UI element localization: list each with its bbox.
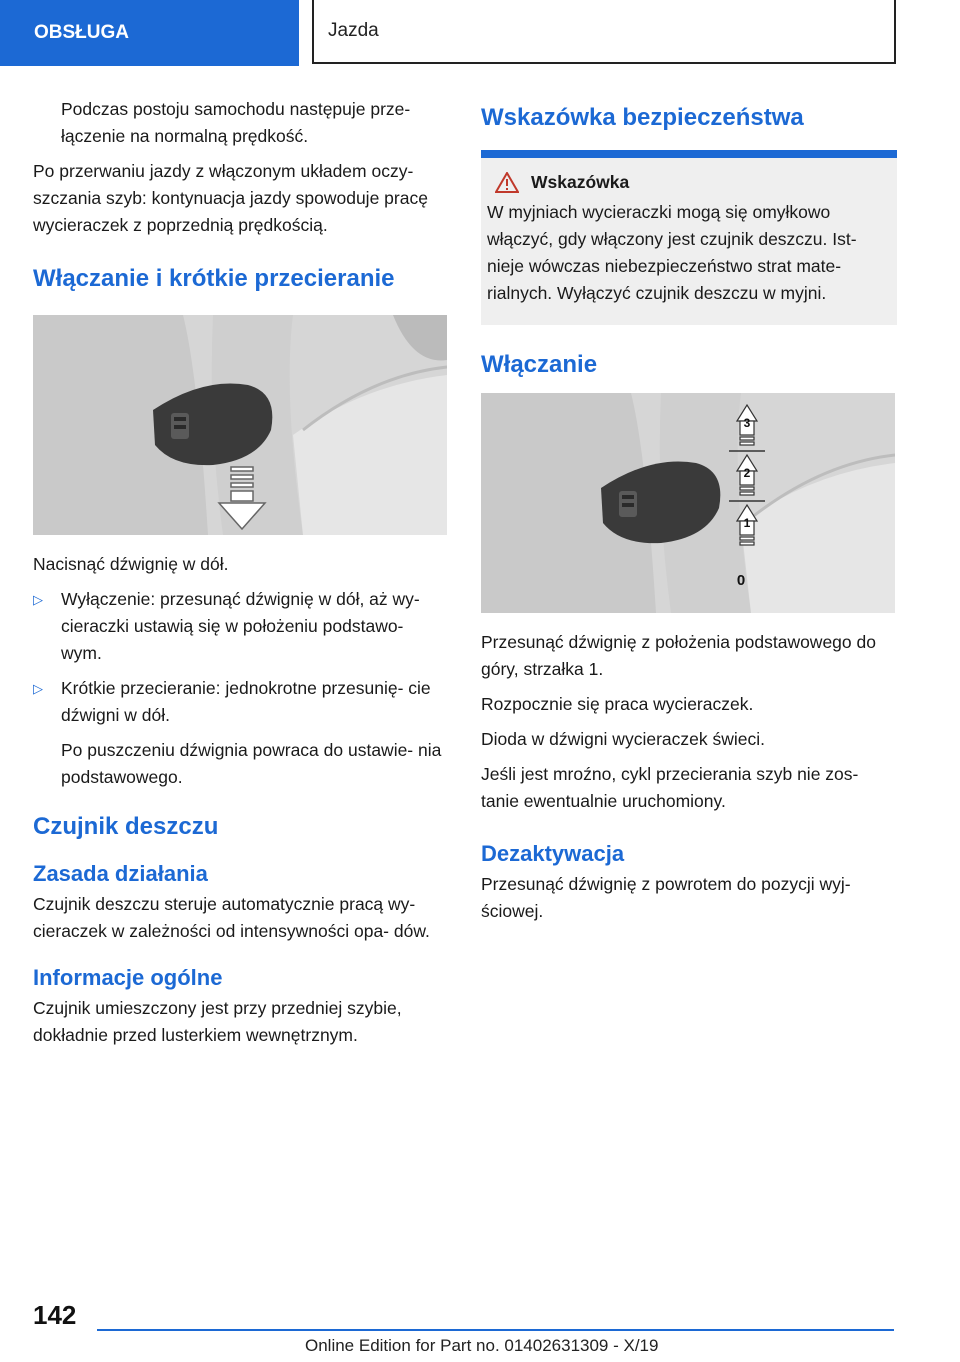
heading-on: Włączanie: [481, 351, 598, 378]
chapter-title: Jazda: [328, 20, 379, 41]
heading-principle: Zasada działania: [33, 861, 208, 886]
paragraph: Czujnik umieszczony jest przy przedniej szybie, dokładnie przed lusterkiem wewnętrznym.: [33, 998, 402, 1045]
heading-rain-sensor: Czujnik deszczu: [33, 813, 219, 840]
paragraph: Jeśli jest mroźno, cykl przecierania szyb nie zos- tanie ewentualnie uruchomiony.: [481, 764, 859, 811]
figure-label-3: 3: [743, 416, 751, 430]
list-item: [33, 675, 449, 729]
paragraph: Nacisnąć dźwignię w dół.: [33, 554, 229, 574]
note-title: Wskazówka: [531, 172, 630, 192]
left-column: [33, 96, 449, 1057]
paragraph: Po przerwaniu jazdy z włączonym układem oczy- szczania szyb: kontynuacja jazdy spowoduje pracę wycieraczek z poprzednią prędkością.: [33, 161, 428, 235]
paragraph: Po puszczeniu dźwignia powraca do ustawie- nia podstawowego.: [61, 740, 442, 787]
note-header: [495, 172, 891, 193]
safety-note: [481, 158, 897, 325]
right-column: [481, 96, 897, 933]
lever-down-illustration: [33, 315, 447, 535]
paragraph: Podczas postoju samochodu następuje prze- łączenie na normalną prędkość.: [61, 99, 411, 146]
figure-lever-up: [481, 393, 895, 613]
heading-general: Informacje ogólne: [33, 965, 223, 990]
figure-label-1: 1: [743, 516, 751, 530]
list-item: [33, 586, 449, 667]
footer-divider: [97, 1329, 894, 1331]
heading-switch-on: Włączanie i krótkie przecieranie: [33, 265, 395, 292]
bullet-arrow-icon: ▷: [33, 681, 43, 696]
paragraph: Przesunąć dźwignię z powrotem do pozycji wyj- ściowej.: [481, 874, 851, 921]
note-bar: [481, 150, 897, 158]
warning-icon: [495, 172, 519, 193]
figure-label-2: 2: [743, 466, 751, 480]
paragraph: Czujnik deszczu steruje automatycznie pracą wy- cieraczek w zależności od intensywności opa- dów.: [33, 894, 430, 941]
note-text: W myjniach wycieraczki mogą się omyłkowo włączyć, gdy włączony jest czujnik deszczu. Ist- nieje wówczas niebezpieczeństwo strat mate- rialnych. Wyłączyć czujnik deszczu w myjni.: [487, 202, 857, 303]
page-number: 142: [33, 1300, 77, 1330]
heading-off: Dezaktywacja: [481, 841, 625, 866]
section-title: OBSŁUGA: [34, 22, 129, 43]
chapter-header: [312, 0, 896, 64]
paragraph: Rozpocznie się praca wycieraczek.: [481, 694, 754, 714]
list-item-text: Wyłączenie: przesunąć dźwignię w dół, aż wy- cieraczki ustawią się w położeniu podstawo- wym.: [61, 589, 420, 663]
figure-label-0: 0: [736, 572, 746, 589]
paragraph: Dioda w dźwigni wycieraczek świeci.: [481, 729, 765, 749]
heading-safety: Wskazówka bezpieczeństwa: [481, 104, 804, 131]
footer-edition: Online Edition for Part no. 01402631309 - X/19: [305, 1336, 659, 1355]
paragraph: Przesunąć dźwignię z położenia podstawowego do góry, strzałka 1.: [481, 632, 876, 679]
section-tab: [0, 0, 299, 66]
bullet-arrow-icon: ▷: [33, 592, 43, 607]
list-item-text: Krótkie przecieranie: jednokrotne przesunię- cie dźwigni w dół.: [61, 678, 431, 725]
lever-up-illustration: [481, 393, 895, 613]
figure-lever-down: [33, 315, 447, 535]
